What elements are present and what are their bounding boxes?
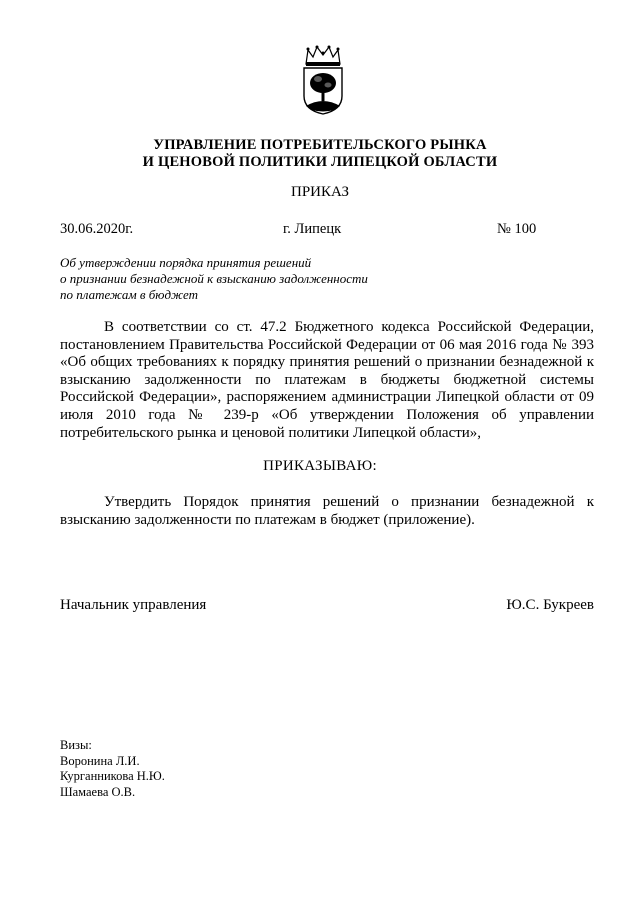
signatory-position: Начальник управления (60, 597, 207, 613)
visas-title: Визы: (60, 738, 92, 752)
subject-line-2: о признании безнадежной к взысканию задолженности (60, 271, 368, 286)
visa-name: Шамаева О.В. (60, 784, 136, 799)
document-date: 30.06.2020г. (60, 221, 134, 237)
preamble-block (60, 319, 594, 442)
preamble-paragraph: В соответствии со ст. 47.2 Бюджетного кодекса Российской Федерации, постановлением Правительства Российской Федерации от 06 мая 2016 года № 393 «Об общих требованиях к порядку принятия решений о признании безнадежной к взысканию задолженности по платежам в бюджеты бюджетной системы Российской Федерации», распоряжением администрации Липецкой области от 09 июля 2010 года № 239-р «Об утверждении Положения об управлении потребительского рынка и ценовой политики Липецкой области», (60, 319, 594, 441)
signatory-name: Ю.С. Букреев (506, 597, 594, 613)
visas-block (60, 738, 165, 800)
decision-paragraph: Утвердить Порядок принятия решений о признании безнадежной к взысканию задолженности по платежам в бюджет (приложение). (60, 494, 594, 528)
organization-name (0, 137, 640, 171)
order-word: ПРИКАЗЫВАЮ: (263, 458, 377, 474)
document-subject (60, 255, 368, 303)
lipetsk-coat-of-arms-icon (298, 44, 348, 116)
visa-name: Курганникова Н.Ю. (60, 769, 165, 783)
organization-line-1: УПРАВЛЕНИЕ ПОТРЕБИТЕЛЬСКОГО РЫНКА (153, 137, 487, 153)
organization-line-2: И ЦЕНОВОЙ ПОЛИТИКИ ЛИПЕЦКОЙ ОБЛАСТИ (142, 154, 498, 170)
document-type: ПРИКАЗ (291, 184, 349, 200)
document-number: № 100 (497, 221, 537, 237)
subject-line-3: по платежам в бюджет (60, 287, 198, 302)
decision-block (60, 494, 594, 529)
subject-line-1: Об утверждении порядка принятия решений (60, 255, 312, 270)
document-city: г. Липецк (283, 221, 342, 237)
visa-name: Воронина Л.И. (60, 753, 140, 768)
